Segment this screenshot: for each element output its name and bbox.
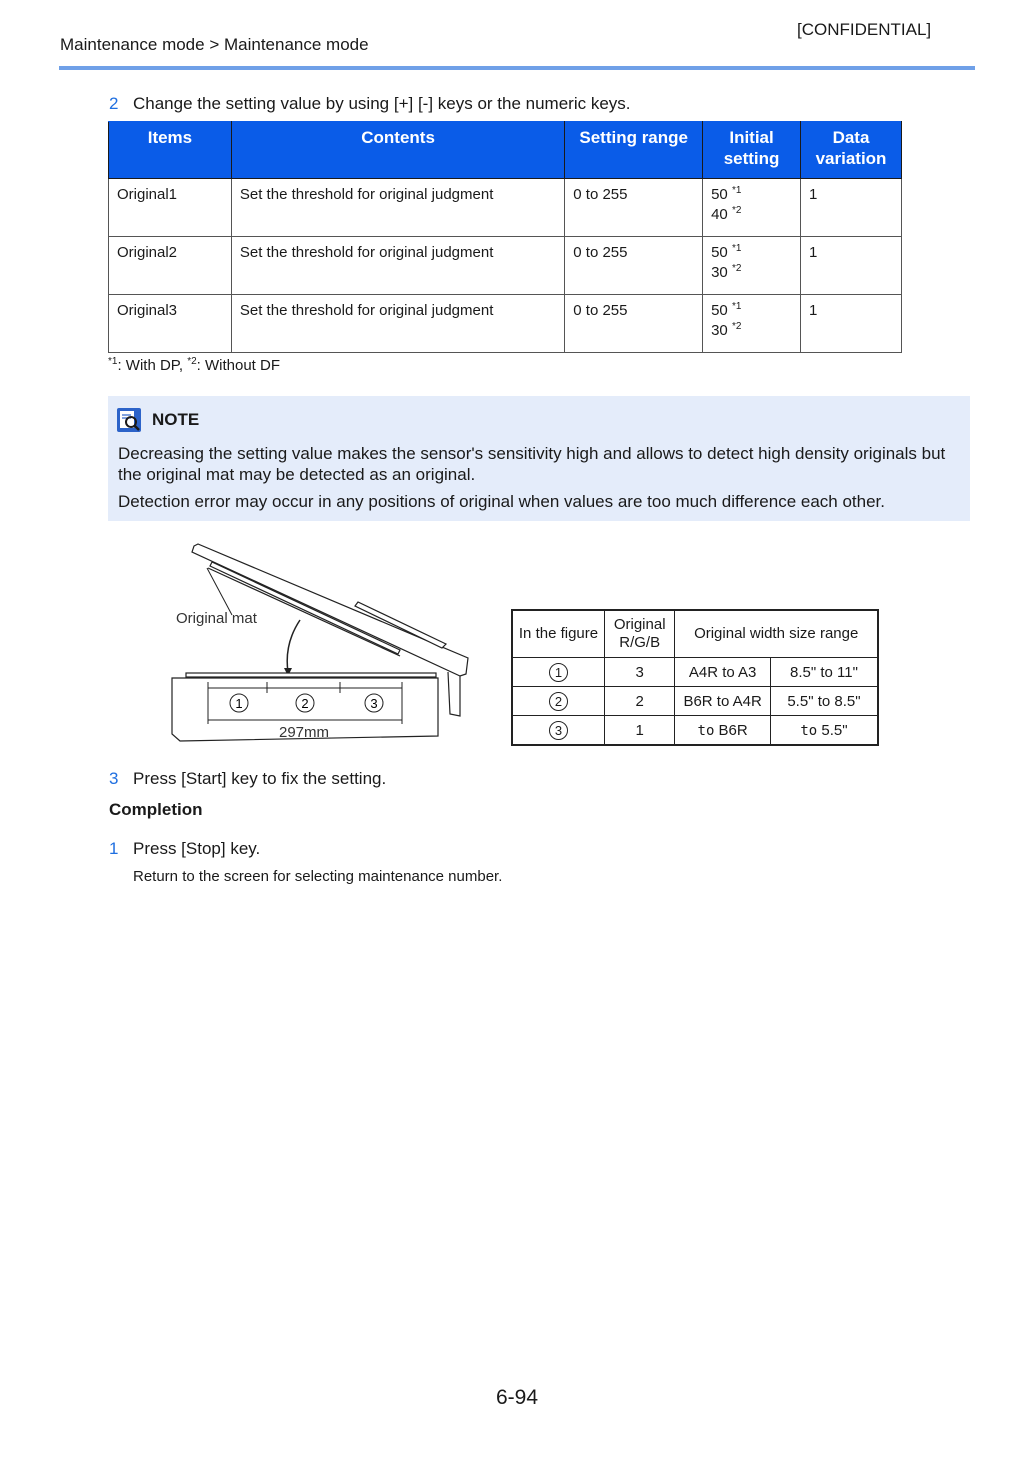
cell-text: B6R	[714, 721, 748, 739]
footnote-ref: *2	[731, 205, 742, 216]
circled-number: 2	[549, 692, 568, 711]
note-icon	[117, 408, 141, 432]
col-header-width-range: Original width size range	[675, 610, 878, 658]
cell-rgb: 1	[605, 716, 675, 746]
footnote-text: : Without DF	[196, 357, 281, 374]
cell-paper: A4R to A3	[675, 658, 771, 687]
cell-marker	[512, 658, 605, 687]
note-paragraph: Detection error may occur in any positions of original when values are too much difference each other.	[118, 492, 885, 511]
cell-prefix: to	[800, 722, 818, 739]
cell-item: Original1	[109, 179, 232, 237]
cell-range: 0 to 255	[565, 237, 703, 295]
cell-variation: 1	[801, 179, 902, 237]
initial-value: 30	[711, 264, 728, 281]
table-row	[109, 295, 902, 353]
cell-inch: 8.5" to 11"	[770, 658, 878, 687]
footnote-ref: *2	[731, 321, 742, 332]
settings-table	[108, 121, 902, 353]
cell-variation: 1	[801, 295, 902, 353]
cell-contents: Set the threshold for original judgment	[231, 179, 564, 237]
cell-paper: B6R to A4R	[675, 687, 771, 716]
footnote-ref: *1	[731, 301, 742, 312]
initial-value: 50	[711, 244, 728, 261]
completion-heading: Completion	[109, 800, 203, 819]
note-paragraph: Decreasing the setting value makes the sensor's sensitivity high and allows to detect high density originals but the original mat may be detected as an original.	[118, 444, 946, 484]
step-text: Change the setting value by using [+] [-] keys or the numeric keys.	[133, 94, 631, 113]
col-header-rgb: Original R/G/B	[605, 610, 675, 658]
original-mat-figure	[160, 538, 480, 748]
col-header-contents: Contents	[231, 122, 564, 179]
cell-text: 5.5"	[817, 721, 848, 739]
footnote-ref: *1	[731, 185, 742, 196]
col-header-items: Items	[109, 122, 232, 179]
cell-paper	[675, 716, 771, 746]
cell-rgb: 2	[605, 687, 675, 716]
step-text: Press [Stop] key.	[133, 839, 261, 858]
step-number: 2	[109, 94, 119, 113]
initial-value: 50	[711, 186, 728, 203]
cell-initial	[703, 179, 801, 237]
col-header-figure: In the figure	[512, 610, 605, 658]
footnote-mark: *1	[108, 356, 118, 367]
completion-step-1	[109, 839, 260, 859]
hinge	[448, 672, 460, 716]
initial-value: 50	[711, 302, 728, 319]
table-footnote	[108, 357, 280, 374]
cell-item: Original3	[109, 295, 232, 353]
table-row	[512, 716, 878, 746]
initial-value: 40	[711, 206, 728, 223]
table-row	[109, 237, 902, 295]
breadcrumb: Maintenance mode > Maintenance mode	[60, 35, 369, 54]
label-width: 297mm	[278, 724, 330, 741]
footnote-ref: *2	[731, 263, 742, 274]
label-original-mat: Original mat	[176, 610, 257, 627]
circled-number: 1	[549, 663, 568, 682]
header-rule	[59, 66, 975, 70]
cell-marker	[512, 687, 605, 716]
col-header-range: Setting range	[565, 122, 703, 179]
step-number: 1	[109, 839, 119, 858]
cell-inch	[770, 716, 878, 746]
closing-arrow	[287, 620, 300, 672]
col-header-variation: Data variation	[801, 122, 902, 179]
cell-initial	[703, 295, 801, 353]
table-row	[512, 658, 878, 687]
table-row	[512, 687, 878, 716]
table-header-row	[512, 610, 878, 658]
circled-number: 3	[549, 721, 568, 740]
cell-range: 0 to 255	[565, 295, 703, 353]
cell-initial	[703, 237, 801, 295]
cell-contents: Set the threshold for original judgment	[231, 237, 564, 295]
table-header-row	[109, 122, 902, 179]
footnote-mark: *2	[187, 356, 197, 367]
cell-item: Original2	[109, 237, 232, 295]
footnote-ref: *1	[731, 243, 742, 254]
note-title: NOTE	[152, 410, 200, 429]
cell-rgb: 3	[605, 658, 675, 687]
marker-1-label: 1	[235, 696, 243, 711]
cell-marker	[512, 716, 605, 746]
cell-prefix: to	[697, 722, 715, 739]
col-header-initial: Initial setting	[703, 122, 801, 179]
return-description: Return to the screen for selecting maintenance number.	[133, 868, 503, 885]
step-2	[109, 94, 631, 114]
footnote-text: : With DP,	[117, 357, 188, 374]
confidential-label: [CONFIDENTIAL]	[797, 20, 932, 39]
cell-variation: 1	[801, 237, 902, 295]
marker-2-label: 2	[301, 696, 309, 711]
step-text: Press [Start] key to fix the setting.	[133, 769, 387, 788]
initial-value: 30	[711, 322, 728, 339]
cell-contents: Set the threshold for original judgment	[231, 295, 564, 353]
width-range-table	[511, 609, 879, 746]
table-row	[109, 179, 902, 237]
step-number: 3	[109, 769, 119, 788]
page-number: 6-94	[496, 1386, 539, 1409]
marker-3-label: 3	[370, 696, 378, 711]
cell-range: 0 to 255	[565, 179, 703, 237]
cell-inch: 5.5" to 8.5"	[770, 687, 878, 716]
step-3	[109, 769, 386, 789]
